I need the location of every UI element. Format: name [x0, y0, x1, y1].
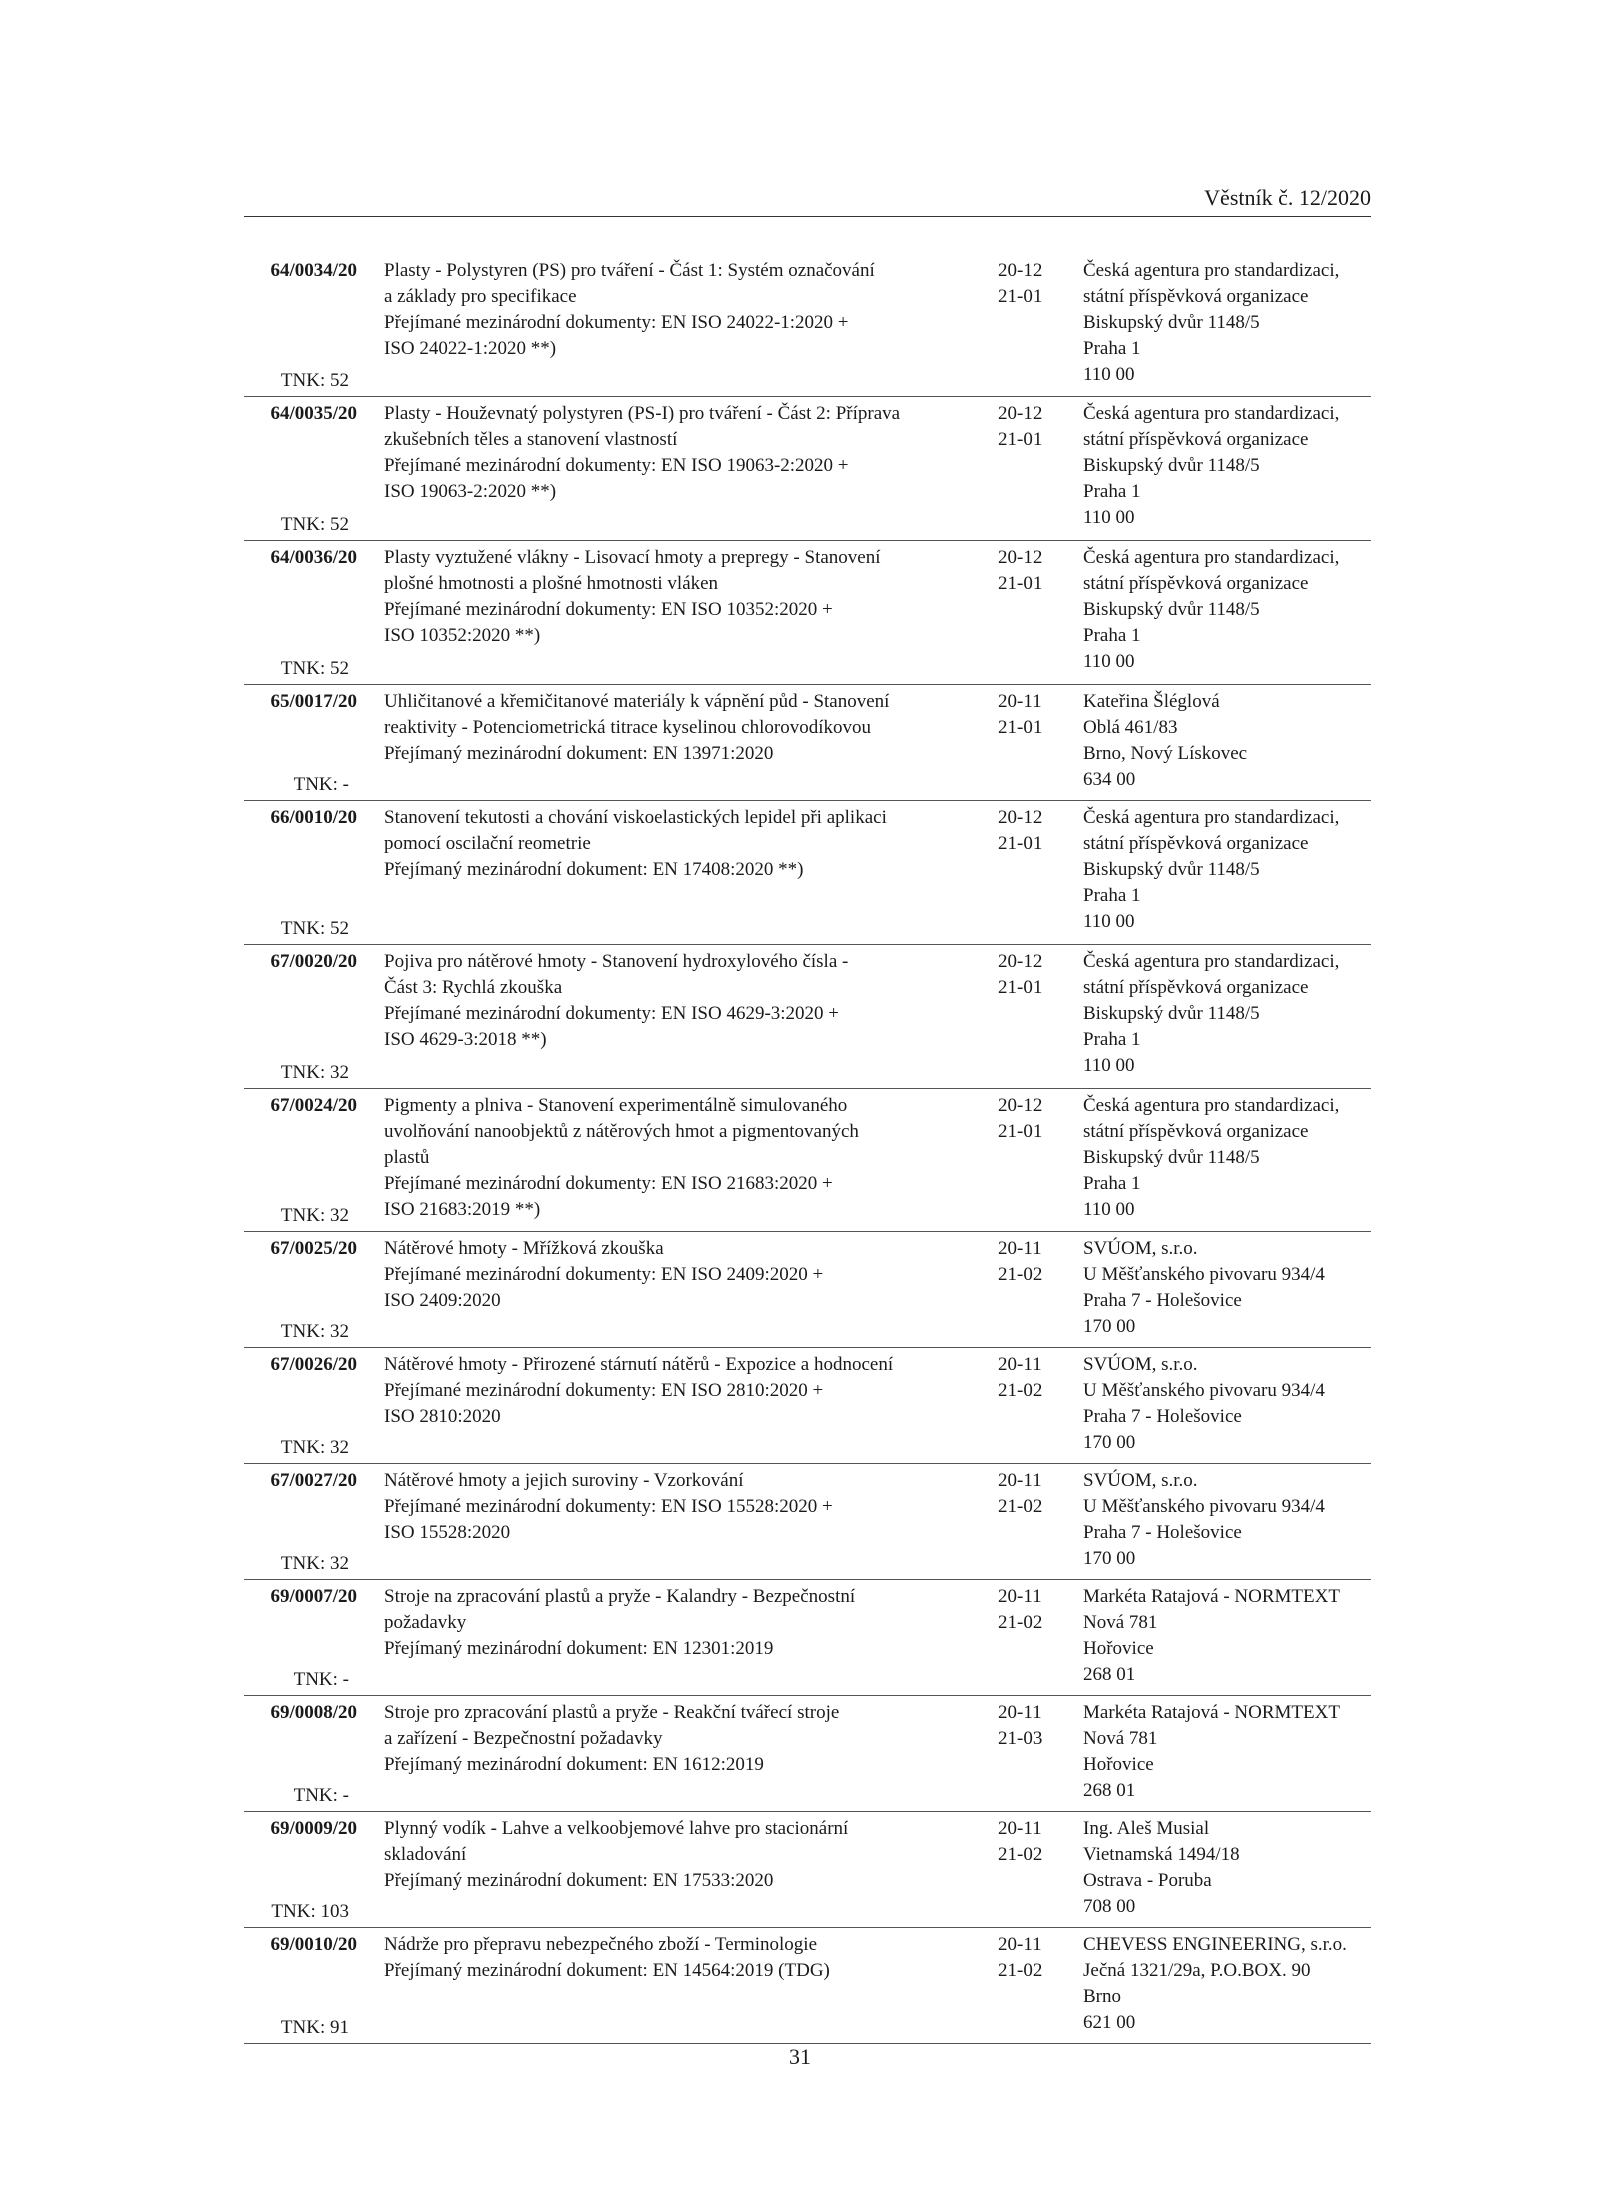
entry-tnk: TNK: 52	[280, 370, 349, 391]
description-line: Přejímaný mezinárodní dokument: EN 13971:2020	[384, 743, 774, 764]
entry-code: 69/0010/20	[270, 1934, 357, 1955]
entry-dates	[998, 1700, 1058, 1752]
entry-code: 64/0035/20	[270, 403, 357, 424]
entry-processor-address	[1083, 1584, 1373, 1688]
address-line: Praha 1	[1083, 1029, 1141, 1050]
address-line: Praha 1	[1083, 885, 1141, 906]
entry-description	[384, 1236, 969, 1314]
date-line: 21-02	[998, 1612, 1043, 1633]
date-line: 21-01	[998, 1121, 1043, 1142]
entry-dates	[998, 1816, 1058, 1868]
address-line: 268 01	[1083, 1664, 1136, 1685]
entry-code: 69/0008/20	[270, 1702, 357, 1723]
entry-code: 67/0026/20	[270, 1354, 357, 1375]
address-line: 268 01	[1083, 1780, 1136, 1801]
entry-processor-address	[1083, 401, 1373, 531]
address-line: Praha 1	[1083, 338, 1141, 359]
address-line: Oblá 461/83	[1083, 717, 1178, 738]
date-line: 20-11	[998, 1586, 1042, 1607]
description-line: pomocí oscilační reometrie	[384, 833, 591, 854]
standard-entry	[244, 805, 1371, 945]
description-line: ISO 24022-1:2020 **)	[384, 338, 557, 359]
address-line: 170 00	[1083, 1548, 1136, 1569]
entry-description	[384, 1816, 969, 1894]
address-line: Ječná 1321/29a, P.O.BOX. 90	[1083, 1960, 1311, 1981]
entry-code: 65/0017/20	[270, 691, 357, 712]
address-line: Ing. Aleš Musial	[1083, 1818, 1210, 1839]
address-line: Biskupský dvůr 1148/5	[1083, 859, 1260, 880]
entry-dates	[998, 949, 1058, 1001]
address-line: 170 00	[1083, 1432, 1136, 1453]
address-line: státní příspěvková organizace	[1083, 977, 1309, 998]
address-line: SVÚOM, s.r.o.	[1083, 1470, 1198, 1491]
date-line: 21-01	[998, 429, 1043, 450]
entry-description	[384, 805, 969, 883]
date-line: 20-11	[998, 1354, 1042, 1375]
date-line: 21-01	[998, 717, 1043, 738]
entry-processor-address	[1083, 949, 1373, 1079]
entry-code: 64/0034/20	[270, 260, 357, 281]
entry-code: 67/0027/20	[270, 1470, 357, 1491]
standard-entry	[244, 1352, 1371, 1464]
description-line: Pojiva pro nátěrové hmoty - Stanovení hydroxylového čísla -	[384, 951, 849, 972]
address-line: Biskupský dvůr 1148/5	[1083, 455, 1260, 476]
entry-tnk: TNK: 32	[280, 1205, 349, 1226]
description-line: zkušebních těles a stanovení vlastností	[384, 429, 678, 450]
entry-description	[384, 1700, 969, 1778]
address-line: Markéta Ratajová - NORMTEXT	[1083, 1702, 1340, 1723]
description-line: Přejímaný mezinárodní dokument: EN 14564:2019 (TDG)	[384, 1960, 830, 1981]
address-line: Biskupský dvůr 1148/5	[1083, 1003, 1260, 1024]
standard-entry	[244, 1236, 1371, 1348]
address-line: CHEVESS ENGINEERING, s.r.o.	[1083, 1934, 1347, 1955]
entry-dates	[998, 545, 1058, 597]
description-line: ISO 10352:2020 **)	[384, 625, 541, 646]
description-line: Přejímaný mezinárodní dokument: EN 17408:2020 **)	[384, 859, 804, 880]
date-line: 21-03	[998, 1728, 1043, 1749]
description-line: ISO 2409:2020	[384, 1290, 501, 1311]
page-header	[244, 186, 1371, 217]
entry-tnk: TNK: -	[293, 774, 349, 795]
address-line: Ostrava - Poruba	[1083, 1870, 1212, 1891]
standard-entry	[244, 1468, 1371, 1580]
address-line: U Měšťanského pivovaru 934/4	[1083, 1380, 1325, 1401]
entry-tnk: TNK: 32	[280, 1437, 349, 1458]
standard-entry	[244, 1093, 1371, 1232]
description-line: Plasty - Houževnatý polystyren (PS-I) pro tváření - Část 2: Příprava	[384, 403, 901, 424]
description-line: Stroje pro zpracování plastů a pryže - Reakční tvářecí stroje	[384, 1702, 840, 1723]
description-line: Pigmenty a plniva - Stanovení experimentálně simulovaného	[384, 1095, 848, 1116]
entry-description	[384, 258, 969, 362]
description-line: Plynný vodík - Lahve a velkoobjemové lahve pro stacionární	[384, 1818, 849, 1839]
date-line: 20-11	[998, 1238, 1042, 1259]
date-line: 20-11	[998, 691, 1042, 712]
description-line: požadavky	[384, 1612, 467, 1633]
address-line: SVÚOM, s.r.o.	[1083, 1354, 1198, 1375]
address-line: Praha 7 - Holešovice	[1083, 1406, 1242, 1427]
date-line: 20-11	[998, 1470, 1042, 1491]
description-line: Přejímaný mezinárodní dokument: EN 17533:2020	[384, 1870, 774, 1891]
address-line: 708 00	[1083, 1896, 1136, 1917]
address-line: Praha 7 - Holešovice	[1083, 1290, 1242, 1311]
address-line: 110 00	[1083, 911, 1135, 932]
description-line: Uhličitanové a křemičitanové materiály k vápnění půd - Stanovení	[384, 691, 890, 712]
address-line: Nová 781	[1083, 1728, 1158, 1749]
description-line: ISO 19063-2:2020 **)	[384, 481, 557, 502]
date-line: 20-11	[998, 1702, 1042, 1723]
address-line: SVÚOM, s.r.o.	[1083, 1238, 1198, 1259]
entry-processor-address	[1083, 1236, 1373, 1340]
date-line: 21-01	[998, 833, 1043, 854]
standard-entry	[244, 258, 1371, 397]
entry-description	[384, 1584, 969, 1662]
address-line: Hořovice	[1083, 1754, 1154, 1775]
date-line: 20-11	[998, 1934, 1042, 1955]
standard-entry	[244, 949, 1371, 1089]
entry-tnk: TNK: -	[293, 1669, 349, 1690]
date-line: 20-12	[998, 807, 1043, 828]
description-line: plošné hmotnosti a plošné hmotnosti vláken	[384, 573, 719, 594]
entry-code: 67/0024/20	[270, 1095, 357, 1116]
description-line: uvolňování nanoobjektů z nátěrových hmot a pigmentovaných	[384, 1121, 859, 1142]
description-line: Přejímané mezinárodní dokumenty: EN ISO 24022-1:2020 +	[384, 312, 849, 333]
entry-tnk: TNK: 91	[280, 2017, 349, 2038]
description-line: Přejímaný mezinárodní dokument: EN 1612:2019	[384, 1754, 764, 1775]
entry-tnk: TNK: 52	[280, 514, 349, 535]
entry-tnk: TNK: 32	[280, 1321, 349, 1342]
address-line: 110 00	[1083, 364, 1135, 385]
address-line: Česká agentura pro standardizaci,	[1083, 1095, 1340, 1116]
page-number: 31	[789, 2044, 811, 2069]
address-line: U Měšťanského pivovaru 934/4	[1083, 1496, 1325, 1517]
description-line: Plasty vyztužené vlákny - Lisovací hmoty a prepregy - Stanovení	[384, 547, 881, 568]
entry-processor-address	[1083, 1816, 1373, 1920]
date-line: 21-02	[998, 1264, 1043, 1285]
date-line: 21-02	[998, 1496, 1043, 1517]
description-line: ISO 15528:2020	[384, 1522, 511, 1543]
entry-dates	[998, 1468, 1058, 1520]
address-line: státní příspěvková organizace	[1083, 833, 1309, 854]
description-line: ISO 21683:2019 **)	[384, 1199, 541, 1220]
entry-processor-address	[1083, 1932, 1373, 2036]
description-line: Přejímané mezinárodní dokumenty: EN ISO 10352:2020 +	[384, 599, 833, 620]
entry-processor-address	[1083, 258, 1373, 388]
entry-dates	[998, 1093, 1058, 1145]
date-line: 20-12	[998, 403, 1043, 424]
address-line: Praha 1	[1083, 481, 1141, 502]
address-line: Česká agentura pro standardizaci,	[1083, 260, 1340, 281]
entry-dates	[998, 258, 1058, 310]
description-line: reaktivity - Potenciometrická titrace kyselinou chlorovodíkovou	[384, 717, 872, 738]
entry-description	[384, 689, 969, 767]
address-line: státní příspěvková organizace	[1083, 573, 1309, 594]
entry-dates	[998, 1352, 1058, 1404]
description-line: ISO 2810:2020	[384, 1406, 501, 1427]
description-line: Část 3: Rychlá zkouška	[384, 977, 563, 998]
entry-description	[384, 1352, 969, 1430]
address-line: Česká agentura pro standardizaci,	[1083, 951, 1340, 972]
description-line: a základy pro specifikace	[384, 286, 577, 307]
address-line: Biskupský dvůr 1148/5	[1083, 599, 1260, 620]
standard-entry	[244, 1584, 1371, 1696]
entry-tnk: TNK: 32	[280, 1553, 349, 1574]
entry-dates	[998, 1584, 1058, 1636]
standard-entry	[244, 1700, 1371, 1812]
description-line: Přejímané mezinárodní dokumenty: EN ISO 21683:2020 +	[384, 1173, 833, 1194]
entry-code: 69/0009/20	[270, 1818, 357, 1839]
address-line: státní příspěvková organizace	[1083, 286, 1309, 307]
entry-processor-address	[1083, 1352, 1373, 1456]
address-line: Hořovice	[1083, 1638, 1154, 1659]
entry-tnk: TNK: 52	[280, 918, 349, 939]
description-line: Přejímané mezinárodní dokumenty: EN ISO 19063-2:2020 +	[384, 455, 849, 476]
date-line: 20-12	[998, 260, 1043, 281]
entry-description	[384, 949, 969, 1053]
bulletin-title: Věstník č. 12/2020	[1204, 185, 1371, 210]
date-line: 20-11	[998, 1818, 1042, 1839]
address-line: 634 00	[1083, 769, 1136, 790]
address-line: Česká agentura pro standardizaci,	[1083, 547, 1340, 568]
entry-description	[384, 545, 969, 649]
entry-code: 64/0036/20	[270, 547, 357, 568]
address-line: Česká agentura pro standardizaci,	[1083, 807, 1340, 828]
entry-dates	[998, 689, 1058, 741]
entry-description	[384, 1932, 969, 1984]
address-line: 110 00	[1083, 1055, 1135, 1076]
address-line: Biskupský dvůr 1148/5	[1083, 312, 1260, 333]
date-line: 21-02	[998, 1844, 1043, 1865]
standard-entry	[244, 1932, 1371, 2044]
entry-description	[384, 401, 969, 505]
entry-description	[384, 1093, 969, 1223]
entry-dates	[998, 1932, 1058, 1984]
standard-entry	[244, 1816, 1371, 1928]
date-line: 20-12	[998, 1095, 1043, 1116]
entry-code: 69/0007/20	[270, 1586, 357, 1607]
standards-list	[244, 258, 1371, 2044]
address-line: Vietnamská 1494/18	[1083, 1844, 1240, 1865]
date-line: 21-01	[998, 977, 1043, 998]
entry-processor-address	[1083, 1468, 1373, 1572]
description-line: skladování	[384, 1844, 467, 1865]
address-line: Praha 1	[1083, 625, 1141, 646]
address-line: Nová 781	[1083, 1612, 1158, 1633]
address-line: státní příspěvková organizace	[1083, 429, 1309, 450]
address-line: 110 00	[1083, 1199, 1135, 1220]
address-line: 170 00	[1083, 1316, 1136, 1337]
address-line: Česká agentura pro standardizaci,	[1083, 403, 1340, 424]
standard-entry	[244, 545, 1371, 685]
description-line: a zařízení - Bezpečnostní požadavky	[384, 1728, 663, 1749]
entry-tnk: TNK: -	[293, 1785, 349, 1806]
entry-dates	[998, 401, 1058, 453]
description-line: plastů	[384, 1147, 430, 1168]
description-line: Nátěrové hmoty a jejich suroviny - Vzorkování	[384, 1470, 744, 1491]
description-line: Přejímané mezinárodní dokumenty: EN ISO 4629-3:2020 +	[384, 1003, 840, 1024]
address-line: Biskupský dvůr 1148/5	[1083, 1147, 1260, 1168]
description-line: Nádrže pro přepravu nebezpečného zboží - Terminologie	[384, 1934, 818, 1955]
entry-processor-address	[1083, 689, 1373, 793]
entry-code: 67/0020/20	[270, 951, 357, 972]
address-line: Markéta Ratajová - NORMTEXT	[1083, 1586, 1340, 1607]
address-line: Praha 7 - Holešovice	[1083, 1522, 1242, 1543]
entry-tnk: TNK: 52	[280, 658, 349, 679]
description-line: Přejímané mezinárodní dokumenty: EN ISO 2810:2020 +	[384, 1380, 824, 1401]
entry-processor-address	[1083, 1700, 1373, 1804]
description-line: ISO 4629-3:2018 **)	[384, 1029, 547, 1050]
date-line: 21-02	[998, 1380, 1043, 1401]
standard-entry	[244, 689, 1371, 801]
entry-dates	[998, 805, 1058, 857]
entry-tnk: TNK: 103	[271, 1901, 349, 1922]
date-line: 21-01	[998, 573, 1043, 594]
address-line: Brno	[1083, 1986, 1121, 2007]
address-line: U Měšťanského pivovaru 934/4	[1083, 1264, 1325, 1285]
description-line: Stanovení tekutosti a chování viskoelastických lepidel při aplikaci	[384, 807, 887, 828]
date-line: 20-12	[998, 951, 1043, 972]
entry-processor-address	[1083, 1093, 1373, 1223]
description-line: Stroje na zpracování plastů a pryže - Kalandry - Bezpečnostní	[384, 1586, 856, 1607]
address-line: státní příspěvková organizace	[1083, 1121, 1309, 1142]
entry-processor-address	[1083, 545, 1373, 675]
description-line: Přejímaný mezinárodní dokument: EN 12301:2019	[384, 1638, 774, 1659]
address-line: 110 00	[1083, 507, 1135, 528]
description-line: Nátěrové hmoty - Přirozené stárnutí nátěrů - Expozice a hodnocení	[384, 1354, 894, 1375]
standard-entry	[244, 401, 1371, 541]
address-line: Praha 1	[1083, 1173, 1141, 1194]
address-line: Brno, Nový Lískovec	[1083, 743, 1248, 764]
entry-description	[384, 1468, 969, 1546]
description-line: Přejímané mezinárodní dokumenty: EN ISO 15528:2020 +	[384, 1496, 833, 1517]
address-line: Kateřina Šléglová	[1083, 691, 1220, 712]
entry-processor-address	[1083, 805, 1373, 935]
description-line: Přejímané mezinárodní dokumenty: EN ISO 2409:2020 +	[384, 1264, 824, 1285]
description-line: Plasty - Polystyren (PS) pro tváření - Část 1: Systém označování	[384, 260, 875, 281]
date-line: 21-02	[998, 1960, 1043, 1981]
date-line: 20-12	[998, 547, 1043, 568]
description-line: Nátěrové hmoty - Mřížková zkouška	[384, 1238, 664, 1259]
date-line: 21-01	[998, 286, 1043, 307]
entry-tnk: TNK: 32	[280, 1062, 349, 1083]
entry-code: 66/0010/20	[270, 807, 357, 828]
entry-dates	[998, 1236, 1058, 1288]
address-line: 110 00	[1083, 651, 1135, 672]
address-line: 621 00	[1083, 2012, 1136, 2033]
entry-code: 67/0025/20	[270, 1238, 357, 1259]
